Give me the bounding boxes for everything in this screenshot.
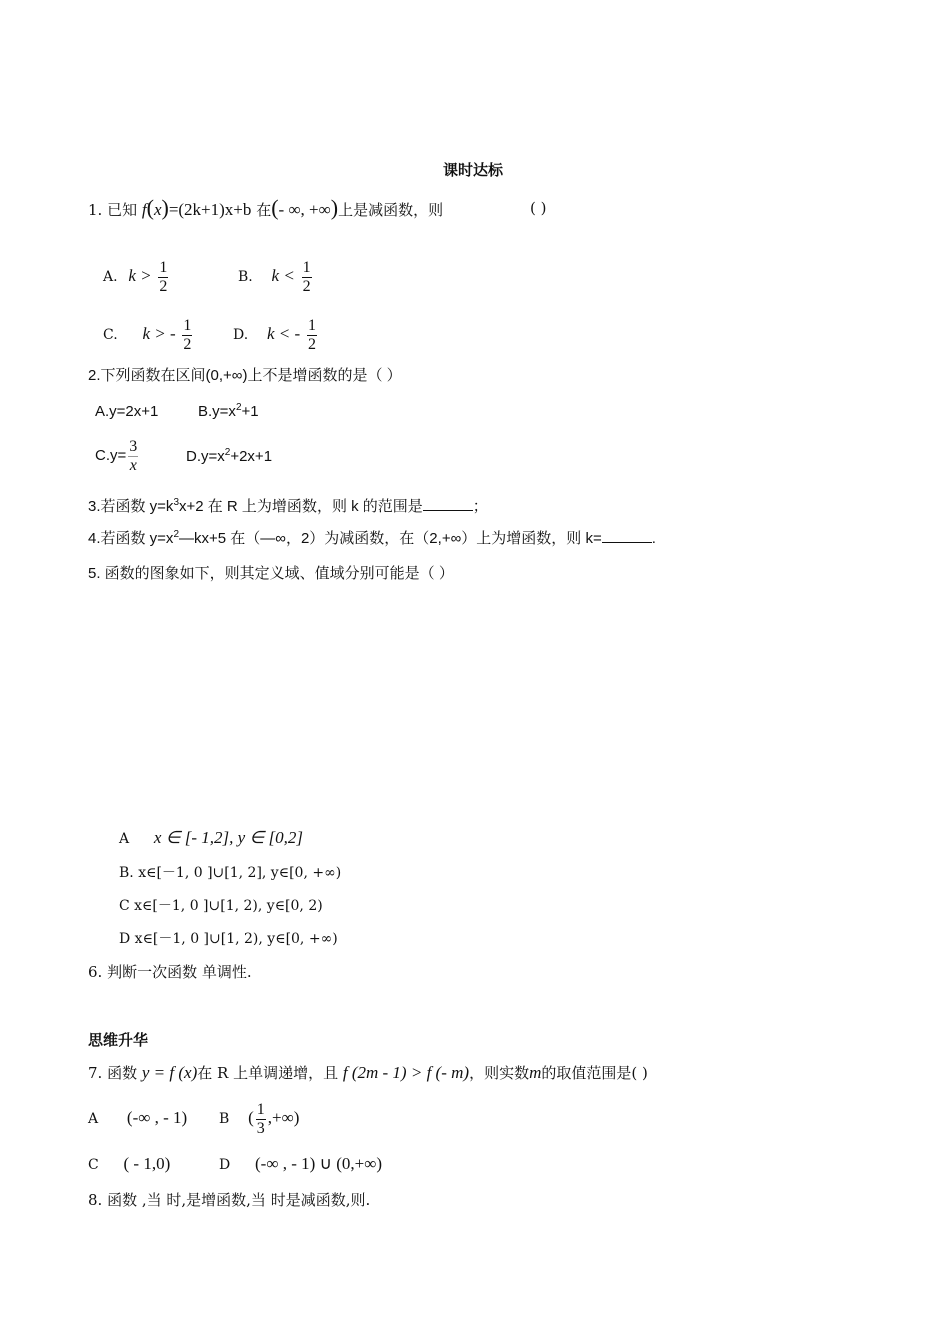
q7-option-b-close: ,+∞) — [267, 1108, 300, 1127]
question-7 — [88, 1063, 648, 1083]
q1-option-a-expr: k > — [128, 266, 152, 285]
q5-option-a-expr: x ∈ [- 1,2], y ∈ [0,2] — [153, 828, 303, 847]
q1-option-b-label: B. — [238, 269, 253, 285]
q1-lparen: ( — [146, 195, 154, 220]
q3-exponent: 3 — [173, 497, 179, 508]
q1-option-c-label: C. — [103, 327, 118, 343]
q5-option-c: C x∈[－1, 0 ]∪[1, 2), y∈[0, 2) — [119, 898, 323, 914]
q7-option-c-expr: ( - 1,0) — [123, 1154, 171, 1173]
q7-option-c-label: C — [88, 1157, 99, 1173]
fraction-denominator: 3 — [256, 1119, 265, 1137]
q3-text-end: x+2 在 R 上为增函数，则 k 的范围是 — [179, 498, 423, 515]
fraction-denominator: 2 — [302, 277, 311, 295]
q7-option-c — [88, 1154, 170, 1175]
q1-option-d-label: D. — [233, 327, 249, 343]
q1-option-c-expr: k > - — [142, 324, 176, 343]
q3-answer-blank[interactable] — [423, 496, 473, 511]
q2-option-c-fraction — [128, 438, 138, 475]
q7-option-b — [219, 1098, 299, 1139]
section-heading: 思维升华 — [88, 1031, 149, 1049]
q7-option-b-fraction — [256, 1101, 266, 1138]
q7-option-d — [219, 1154, 382, 1175]
question-3 — [88, 496, 488, 517]
q4-answer-blank[interactable] — [602, 528, 652, 543]
q5-option-a — [119, 828, 303, 849]
q7-text-end: 的取值范围是( ) — [541, 1064, 648, 1082]
fraction-denominator: 2 — [307, 335, 316, 353]
question-4 — [88, 528, 656, 549]
q1-rhs: =(2k+1)x+b — [168, 200, 252, 219]
fraction-denominator: 2 — [183, 335, 192, 353]
q5-option-a-label: A — [119, 831, 130, 847]
q1-int-lparen: ( — [271, 195, 279, 220]
q1-var: x — [153, 200, 162, 219]
q1-prefix: 1. 已知 — [88, 201, 138, 219]
q4-punct: . — [651, 530, 656, 547]
q1-option-c — [103, 314, 194, 355]
q2-option-b-rest: +1 — [241, 403, 259, 420]
q1-option-d — [233, 314, 319, 355]
q1-option-a-label: A. — [103, 269, 118, 285]
q4-text-start: 4.若函数 y=x — [88, 530, 174, 547]
fraction-numerator: 1 — [183, 316, 192, 334]
q7-option-d-expr: (-∞ , - 1) ∪ (0,+∞) — [255, 1154, 383, 1173]
q5-option-b: B. x∈[－1, 0 ]∪[1, 2], y∈[0, +∞) — [119, 865, 342, 881]
q2-option-b-base: B.y=x — [198, 403, 236, 420]
q7-text-after: ，则实数 — [469, 1064, 530, 1082]
q7-option-b-open: ( — [248, 1108, 254, 1127]
q2-option-d-base: D.y=x — [186, 448, 225, 465]
q3-punct: ； — [472, 498, 488, 515]
q1-option-c-fraction — [182, 317, 192, 354]
q1-option-d-expr: k < - — [266, 324, 301, 343]
q1-option-b-expr: k < — [271, 266, 295, 285]
q2-option-b-exponent: 2 — [235, 402, 242, 413]
q2-option-c — [95, 436, 140, 476]
fraction-numerator: 1 — [256, 1100, 265, 1118]
q7-option-b-label: B — [219, 1111, 230, 1127]
q2-option-d — [186, 447, 272, 467]
q7-text-middle: 在 R 上单调递增，且 — [197, 1064, 339, 1082]
question-2: 2.下列函数在区间(0,+∞)上不是增函数的是（ ） — [88, 367, 402, 384]
question-5: 5. 函数的图象如下，则其定义域、值域分别可能是（ ） — [88, 565, 454, 582]
fraction-denominator: 2 — [159, 277, 168, 295]
q5-option-d: D x∈[－1, 0 ]∪[1, 2), y∈[0, +∞) — [119, 931, 338, 947]
fraction-denominator: x — [129, 456, 137, 474]
q4-text-end: —kx+5 在（—∞，2）为减函数，在（2,+∞）上为增函数，则 k= — [179, 530, 602, 547]
q1-option-b-fraction — [302, 259, 312, 296]
q2-option-d-rest: +2x+1 — [230, 448, 273, 465]
fraction-numerator: 1 — [307, 316, 316, 334]
q7-option-d-label: D — [219, 1157, 231, 1173]
question-8: 8. 函数 ,当 时,是增函数,当 时是减函数,则. — [88, 1191, 371, 1209]
q1-int-rparen: ) — [330, 195, 339, 220]
q7-expr-function: y = f (x) — [141, 1063, 198, 1082]
q2-option-c-base: C.y= — [95, 447, 127, 464]
q1-func: f — [141, 200, 147, 219]
q7-expr-inequality: f (2m - 1) > f (- m) — [342, 1063, 470, 1082]
q2-option-b — [198, 402, 259, 422]
q7-option-a — [88, 1098, 187, 1139]
q1-in: 在 — [256, 201, 272, 219]
q2-option-a: A.y=2x+1 — [95, 403, 159, 420]
q1-rparen: ) — [161, 195, 169, 220]
q1-option-a — [103, 256, 170, 297]
q1-option-d-fraction — [307, 317, 317, 354]
q7-text-start: 7. 函数 — [88, 1064, 138, 1082]
q1-option-a-fraction — [158, 259, 168, 296]
q1-option-b — [238, 256, 314, 297]
q1-answer-paren: ( ) — [530, 199, 547, 217]
q3-text-start: 3.若函数 y=k — [88, 498, 174, 515]
question-1 — [88, 195, 444, 220]
fraction-numerator: 1 — [302, 258, 311, 276]
q2-option-d-exponent: 2 — [224, 447, 231, 458]
fraction-numerator: 1 — [159, 258, 168, 276]
q1-interval: - ∞, +∞ — [278, 200, 331, 219]
page-title: 课时达标 — [443, 161, 504, 179]
fraction-numerator: 3 — [129, 437, 138, 455]
q7-option-a-label: A — [88, 1111, 99, 1127]
q4-exponent: 2 — [173, 529, 179, 540]
q1-suffix: 上是减函数，则 — [338, 201, 444, 219]
q7-option-a-expr: (-∞ , - 1) — [126, 1108, 188, 1127]
question-6: 6. 判断一次函数 单调性. — [88, 963, 252, 981]
q7-var: m — [529, 1063, 542, 1082]
